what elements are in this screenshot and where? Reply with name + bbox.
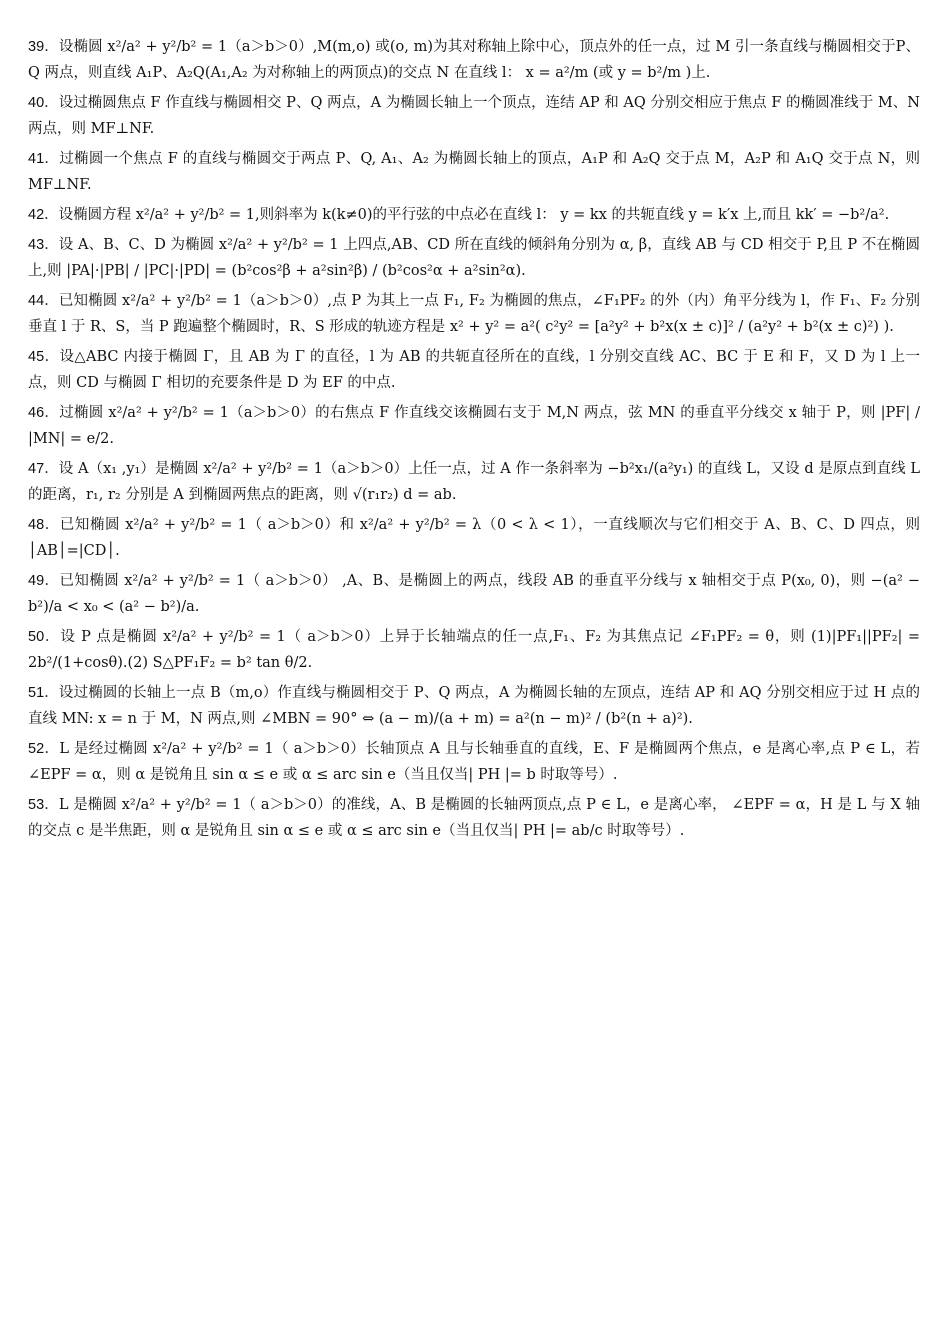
theorem-50 xyxy=(28,624,920,676)
item-number: 47． xyxy=(28,461,59,477)
theorem-53 xyxy=(28,792,920,844)
item-text: 设△ABC 内接于椭圆 Γ，且 AB 为 Γ 的直径，l 为 AB 的共轭直径所在的直线，l 分别交直线 AC、BC 于 E 和 F，又 D 为 l 上一点，则 CD 与椭圆 Γ 相切的充要条件是 D 为 EF 的中点. xyxy=(28,349,920,391)
theorem-46 xyxy=(28,400,920,452)
item-text: 设过椭圆焦点 F 作直线与椭圆相交 P、Q 两点，A 为椭圆长轴上一个顶点，连结 AP 和 AQ 分别交相应于焦点 F 的椭圆准线于 M、N 两点，则 MF⊥NF. xyxy=(28,95,920,137)
item-number: 53． xyxy=(28,797,59,813)
item-text: 设椭圆方程 x²/a² + y²/b² = 1,则斜率为 k(k≠0)的平行弦的中点必在直线 l： y = kx 的共轭直线 y = k′x 上,而且 kk′ = −b²/a². xyxy=(58,207,890,223)
item-text: L 是经过椭圆 x²/a² + y²/b² = 1（ a＞b＞0）长轴顶点 A 且与长轴垂直的直线，E、F 是椭圆两个焦点，e 是离心率,点 P ∈ L，若 ∠EPF = α，则 α 是锐角且 sin α ≤ e 或 α ≤ arc sin e（当且仅当| PH |= b 时取等号）. xyxy=(28,741,920,783)
theorem-44 xyxy=(28,288,920,340)
item-number: 42． xyxy=(28,207,59,223)
item-text: 设 A、B、C、D 为椭圆 x²/a² + y²/b² = 1 上四点,AB、CD 所在直线的倾斜角分别为 α, β，直线 AB 与 CD 相交于 P,且 P 不在椭圆上,则 |PA|·|PB| / |PC|·|PD| = (b²cos²β + a²sin²β) / (b²cos²α + a²sin²α). xyxy=(28,237,920,279)
item-text: 已知椭圆 x²/a² + y²/b² = 1（a＞b＞0）,点 P 为其上一点 F₁, F₂ 为椭圆的焦点，∠F₁PF₂ 的外（内）角平分线为 l，作 F₁、F₂ 分别垂直 l 于 R、S，当 P 跑遍整个椭圆时，R、S 形成的轨迹方程是 x² + y² = a²( c²y² = [a²y² + b²x(x ± c)]² / (a²y² + b²(x ± c)²) ). xyxy=(28,293,920,335)
item-text: 过椭圆 x²/a² + y²/b² = 1（a＞b＞0）的右焦点 F 作直线交该椭圆右支于 M,N 两点，弦 MN 的垂直平分线交 x 轴于 P，则 |PF| / |MN| = e/2. xyxy=(28,405,920,447)
document-page xyxy=(28,34,920,848)
theorem-51 xyxy=(28,680,920,732)
item-text: 已知椭圆 x²/a² + y²/b² = 1（ a＞b＞0）和 x²/a² + y²/b² = λ（0 < λ < 1），一直线顺次与它们相交于 A、B、C、D 四点，则 │AB│=|CD│. xyxy=(28,517,920,559)
item-number: 46． xyxy=(28,405,60,421)
item-text: L 是椭圆 x²/a² + y²/b² = 1（ a＞b＞0）的准线，A、B 是椭圆的长轴两顶点,点 P ∈ L，e 是离心率， ∠EPF = α，H 是 L 与 X 轴的交点 c 是半焦距，则 α 是锐角且 sin α ≤ e 或 α ≤ arc sin e（当且仅当| PH |= ab/c 时取等号）. xyxy=(28,797,920,839)
theorem-52 xyxy=(28,736,920,788)
theorem-41 xyxy=(28,146,920,198)
item-text: 已知椭圆 x²/a² + y²/b² = 1（ a＞b＞0） ,A、B、是椭圆上的两点，线段 AB 的垂直平分线与 x 轴相交于点 P(x₀, 0)，则 −(a² − b²)/a < x₀ < (a² − b²)/a. xyxy=(28,573,920,615)
item-number: 43． xyxy=(28,237,59,253)
item-number: 49． xyxy=(28,573,60,589)
item-number: 45． xyxy=(28,349,60,365)
item-number: 39． xyxy=(28,39,59,55)
item-number: 41． xyxy=(28,151,60,167)
item-number: 48． xyxy=(28,517,60,533)
item-text: 设 A（x₁ ,y₁）是椭圆 x²/a² + y²/b² = 1（a＞b＞0）上任一点，过 A 作一条斜率为 −b²x₁/(a²y₁) 的直线 L，又设 d 是原点到直线 L 的距离，r₁, r₂ 分别是 A 到椭圆两焦点的距离，则 √(r₁r₂) d = ab. xyxy=(28,461,920,503)
theorem-43 xyxy=(28,232,920,284)
theorem-49 xyxy=(28,568,920,620)
item-text: 设椭圆 x²/a² + y²/b² = 1（a＞b＞0）,M(m,o) 或(o, m)为其对称轴上除中心，顶点外的任一点，过 M 引一条直线与椭圆相交于P、Q 两点，则直线 A₁P、A₂Q(A₁,A₂ 为对称轴上的两顶点)的交点 N 在直线 l： x = a²/m (或 y = b²/m )上. xyxy=(28,39,920,81)
item-number: 50． xyxy=(28,629,61,645)
item-text: 设过椭圆的长轴上一点 B（m,o）作直线与椭圆相交于 P、Q 两点，A 为椭圆长轴的左顶点，连结 AP 和 AQ 分别交相应于过 H 点的直线 MN: x = n 于 M，N 两点,则 ∠MBN = 90° ⇔ (a − m)/(a + m) = a²(n − m)² / (b²(n + a)²). xyxy=(28,685,920,727)
item-number: 51． xyxy=(28,685,59,701)
item-number: 40． xyxy=(28,95,59,111)
theorem-47 xyxy=(28,456,920,508)
theorem-48 xyxy=(28,512,920,564)
theorem-40 xyxy=(28,90,920,142)
theorem-39 xyxy=(28,34,920,86)
item-number: 44． xyxy=(28,293,59,309)
theorem-42 xyxy=(28,202,920,228)
theorem-45 xyxy=(28,344,920,396)
item-text: 设 P 点是椭圆 x²/a² + y²/b² = 1（ a＞b＞0）上异于长轴端点的任一点,F₁、F₂ 为其焦点记 ∠F₁PF₂ = θ，则 (1)|PF₁||PF₂| = 2b²/(1+cosθ).(2) S△PF₁F₂ = b² tan θ/2. xyxy=(28,629,920,671)
item-text: 过椭圆一个焦点 F 的直线与椭圆交于两点 P、Q, A₁、A₂ 为椭圆长轴上的顶点，A₁P 和 A₂Q 交于点 M，A₂P 和 A₁Q 交于点 N，则 MF⊥NF. xyxy=(28,151,920,193)
item-number: 52． xyxy=(28,741,60,757)
